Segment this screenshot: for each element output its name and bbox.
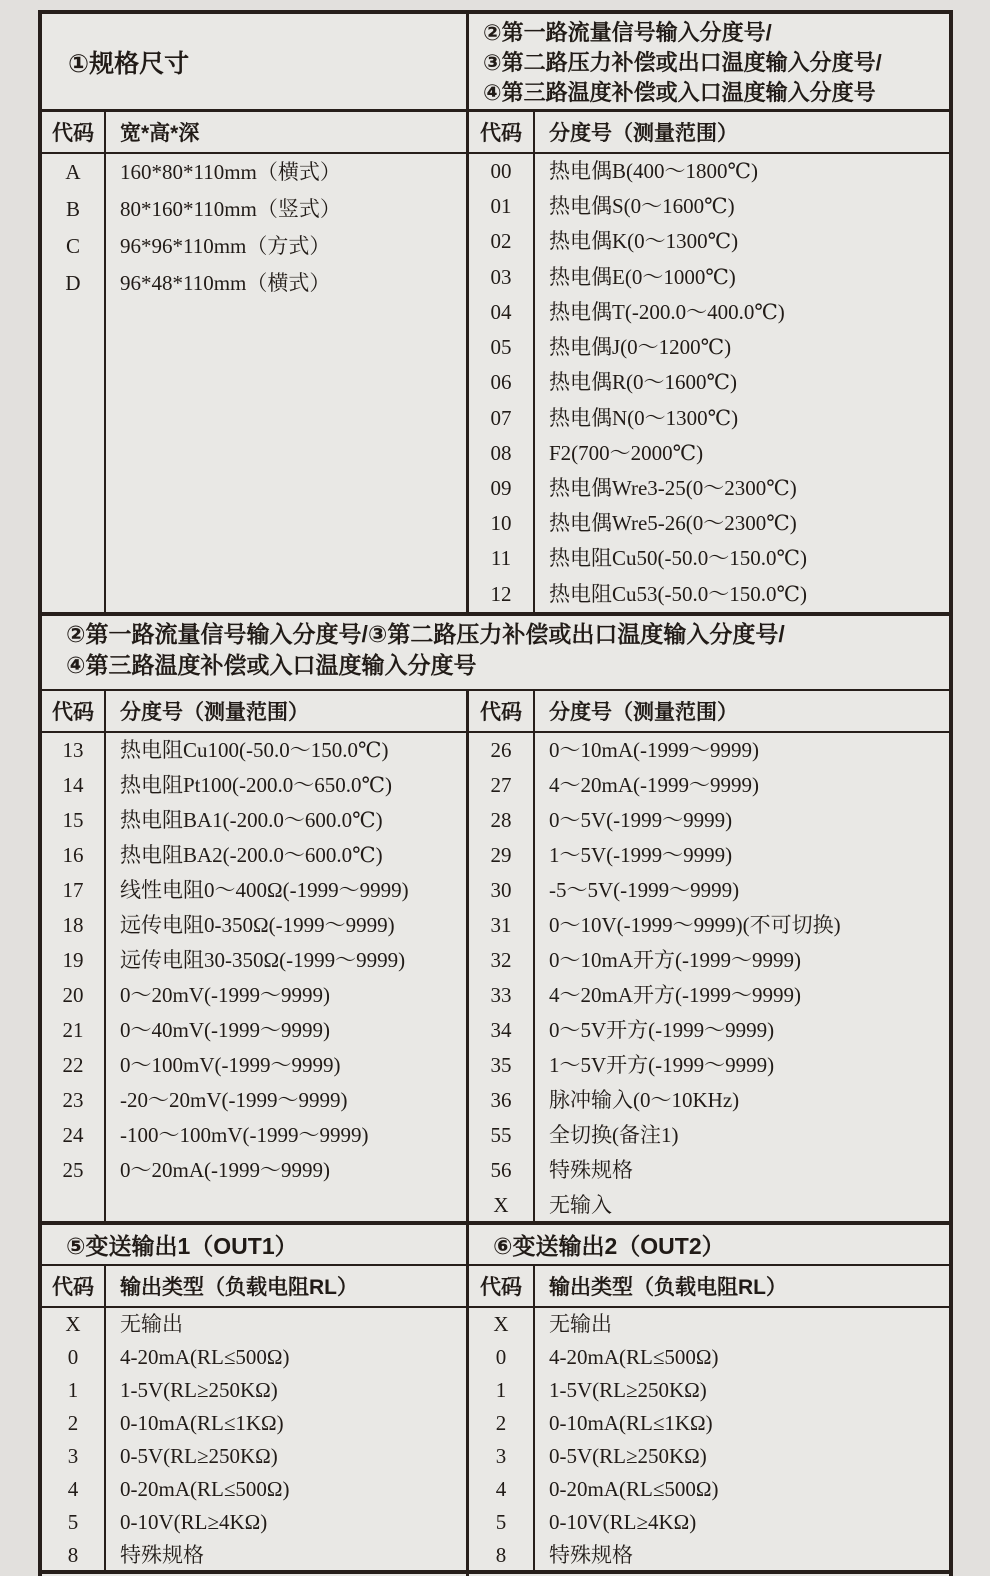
desc-cell: 热电偶R(0～1600℃) — [549, 370, 737, 395]
code-cell: 1 — [67, 1378, 79, 1402]
table-row — [469, 436, 949, 471]
code-cell: 14 — [62, 773, 84, 797]
code-column-header: 代码 — [42, 112, 106, 152]
output-type-column-header: 输出类型（负载电阻RL） — [120, 1276, 358, 1299]
desc-cell: 热电偶N(0～1300℃) — [549, 405, 739, 430]
desc-cell: 特殊规格 — [120, 1543, 204, 1567]
code-column-header: 代码 — [469, 691, 535, 731]
code-cell: X — [493, 1312, 509, 1336]
code-cell: 36 — [490, 1088, 512, 1112]
code-cell: 03 — [490, 264, 512, 289]
table-row — [469, 260, 949, 295]
desc-cell: 0-10mA(RL≤1KΩ) — [120, 1411, 284, 1435]
code-cell: D — [65, 271, 81, 295]
table-row — [469, 1506, 949, 1539]
input-table-body — [469, 154, 949, 612]
table-row — [42, 978, 466, 1013]
code-cell: 15 — [62, 808, 84, 832]
table-row — [469, 1473, 949, 1506]
table-row — [42, 1473, 466, 1506]
input-section-title — [469, 14, 949, 112]
code-cell: 05 — [490, 335, 512, 360]
code-cell: 23 — [62, 1088, 84, 1112]
table-row — [469, 1539, 949, 1572]
table-row — [42, 1013, 466, 1048]
input-table-top — [469, 14, 949, 612]
desc-cell: 0～20mV(-1999～9999) — [120, 983, 330, 1007]
desc-cell: 0～10V(-1999～9999)(不可切换) — [549, 913, 841, 937]
code-cell: 13 — [62, 738, 84, 762]
table-row — [469, 1440, 949, 1473]
out2-table-body — [469, 1308, 949, 1570]
code-cell: 4 — [67, 1477, 79, 1501]
desc-cell: 4～20mA(-1999～9999) — [549, 773, 759, 797]
code-cell: 35 — [490, 1053, 512, 1077]
table-row — [469, 1083, 949, 1118]
code-column-header: 代码 — [469, 112, 535, 152]
table-row — [469, 1118, 949, 1153]
code-cell: 16 — [62, 843, 84, 867]
spec-section-title: ①规格尺寸 — [42, 14, 466, 112]
code-cell: 07 — [490, 405, 512, 430]
input-table-header — [469, 691, 949, 733]
table-row — [42, 1118, 466, 1153]
code-cell: X — [493, 1193, 509, 1217]
table-row — [42, 1153, 466, 1188]
table-row — [42, 1308, 466, 1341]
desc-cell: 热电阻Pt100(-200.0～650.0℃) — [120, 773, 392, 797]
table-row — [469, 1048, 949, 1083]
code-cell: 20 — [62, 983, 84, 1007]
table-row — [42, 943, 466, 978]
desc-cell: 160*80*110mm（横式） — [120, 160, 341, 184]
code-cell: 17 — [62, 878, 84, 902]
code-cell: 09 — [490, 475, 512, 500]
range-column-header: 分度号（测量范围） — [549, 122, 738, 145]
code-cell: 24 — [62, 1123, 84, 1147]
range-column-header: 分度号（测量范围） — [120, 701, 309, 724]
code-cell: 27 — [490, 773, 512, 797]
out-banner — [42, 1221, 949, 1266]
input-table-left — [42, 691, 466, 1221]
code-cell: 5 — [67, 1510, 79, 1534]
code-cell: 34 — [490, 1018, 512, 1042]
code-cell: 11 — [490, 546, 512, 571]
table-row — [469, 908, 949, 943]
desc-cell: 0-5V(RL≥250KΩ) — [120, 1444, 278, 1468]
desc-cell: 1～5V开方(-1999～9999) — [549, 1053, 775, 1077]
spec-table — [42, 14, 466, 612]
spec-table-header — [42, 112, 466, 154]
section-out — [42, 1266, 949, 1570]
code-cell: 26 — [490, 738, 512, 762]
desc-cell: -100～100mV(-1999～9999) — [120, 1123, 369, 1147]
code-cell: 3 — [67, 1444, 79, 1468]
desc-cell: 热电偶S(0～1600℃) — [549, 194, 735, 219]
table-row — [469, 733, 949, 768]
code-cell: 56 — [490, 1158, 512, 1182]
mid-banner — [42, 612, 949, 691]
table-row — [42, 154, 466, 191]
size-column-header: 宽*高*深 — [120, 122, 200, 145]
desc-cell: 0～5V开方(-1999～9999) — [549, 1018, 775, 1042]
desc-cell: 远传电阻30-350Ω(-1999～9999) — [120, 948, 406, 972]
table-row — [469, 1308, 949, 1341]
desc-cell: 热电偶K(0～1300℃) — [549, 229, 739, 254]
code-cell: 31 — [490, 913, 512, 937]
input-title-line2: ③第二路压力补偿或出口温度输入分度号/ — [483, 50, 882, 75]
desc-cell: 0～5V(-1999～9999) — [549, 808, 733, 832]
table-row — [42, 768, 466, 803]
code-cell: 00 — [490, 159, 512, 183]
table-row — [42, 1083, 466, 1118]
desc-cell: 热电阻Cu100(-50.0～150.0℃) — [120, 738, 389, 762]
table-row — [469, 506, 949, 541]
table-row — [469, 295, 949, 330]
code-column-header: 代码 — [42, 691, 106, 731]
code-cell: 8 — [495, 1543, 507, 1567]
desc-cell: 4-20mA(RL≤500Ω) — [120, 1345, 290, 1369]
code-cell: B — [65, 197, 80, 221]
code-cell: 01 — [490, 194, 512, 219]
model-selection-table — [38, 10, 953, 1576]
table-row — [42, 1407, 466, 1440]
out1-table-header — [42, 1266, 466, 1308]
table-row — [42, 1048, 466, 1083]
desc-cell: 4-20mA(RL≤500Ω) — [549, 1345, 719, 1369]
range-column-header: 分度号（测量范围） — [549, 701, 738, 724]
code-cell: 18 — [62, 913, 84, 937]
table-row — [469, 541, 949, 576]
code-cell: 12 — [490, 581, 512, 606]
table-row — [42, 228, 466, 265]
desc-cell: 特殊规格 — [549, 1158, 633, 1182]
table-row — [42, 1341, 466, 1374]
code-cell: 1 — [495, 1378, 507, 1402]
code-column-header: 代码 — [42, 1266, 106, 1306]
desc-cell: 1-5V(RL≥250KΩ) — [120, 1378, 278, 1402]
desc-cell: 0～10mA开方(-1999～9999) — [549, 948, 801, 972]
table-row — [469, 1013, 949, 1048]
out2-table-header — [469, 1266, 949, 1308]
table-row — [469, 471, 949, 506]
input-table-right — [469, 691, 949, 1221]
table-row — [42, 1374, 466, 1407]
input-rows-top — [469, 154, 949, 612]
table-row — [469, 577, 949, 612]
desc-cell: 远传电阻0-350Ω(-1999～9999) — [120, 913, 395, 937]
table-row — [469, 401, 949, 436]
desc-cell: 0～40mV(-1999～9999) — [120, 1018, 330, 1042]
code-cell: C — [65, 234, 80, 258]
desc-cell: 96*48*110mm（横式） — [120, 271, 331, 295]
input-table-header — [469, 112, 949, 154]
code-cell: 10 — [490, 511, 512, 536]
desc-cell: 热电阻Cu50(-50.0～150.0℃) — [549, 546, 807, 571]
code-cell: 22 — [62, 1053, 84, 1077]
table-row — [42, 1539, 466, 1572]
code-cell: 4 — [495, 1477, 507, 1501]
input-title-line1: ②第一路流量信号输入分度号/ — [483, 20, 772, 45]
code-cell: 28 — [490, 808, 512, 832]
desc-cell: 特殊规格 — [549, 1543, 633, 1567]
table-row — [469, 1188, 949, 1223]
code-cell: 0 — [495, 1345, 507, 1369]
desc-cell: 无输入 — [549, 1193, 612, 1217]
code-cell: X — [65, 1312, 81, 1336]
input-rows-left — [42, 733, 466, 1188]
table-row — [42, 733, 466, 768]
desc-cell: 热电偶Wre3-25(0～2300℃) — [549, 475, 797, 500]
table-row — [469, 330, 949, 365]
code-cell: 25 — [62, 1158, 84, 1182]
table-row — [469, 154, 949, 189]
desc-cell: F2(700～2000℃) — [549, 440, 704, 465]
out1-table-body — [42, 1308, 466, 1570]
desc-cell: 热电偶J(0～1200℃) — [549, 335, 732, 360]
code-cell: 2 — [67, 1411, 79, 1435]
table-row — [42, 265, 466, 302]
code-cell: 29 — [490, 843, 512, 867]
table-row — [42, 191, 466, 228]
table-row — [469, 978, 949, 1013]
table-row — [469, 768, 949, 803]
out1-title: ⑤变送输出1（OUT1） — [66, 1233, 298, 1259]
desc-cell: 0～20mA(-1999～9999) — [120, 1158, 330, 1182]
table-row — [42, 838, 466, 873]
desc-cell: -20～20mV(-1999～9999) — [120, 1088, 348, 1112]
out1-rows — [42, 1308, 466, 1572]
table-row — [469, 224, 949, 259]
desc-cell: 全切换(备注1) — [549, 1123, 679, 1147]
desc-cell: 0-10V(RL≥4KΩ) — [120, 1510, 268, 1534]
desc-cell: 热电阻BA2(-200.0～600.0℃) — [120, 843, 383, 867]
code-cell: 32 — [490, 948, 512, 972]
input-rows-right — [469, 733, 949, 1223]
table-row — [469, 189, 949, 224]
code-cell: 33 — [490, 983, 512, 1007]
code-cell: 19 — [62, 948, 84, 972]
desc-cell: 1-5V(RL≥250KΩ) — [549, 1378, 707, 1402]
table-row — [469, 1153, 949, 1188]
desc-cell: 脉冲输入(0～10KHz) — [549, 1088, 740, 1112]
section-mid — [42, 691, 949, 1221]
code-cell: 2 — [495, 1411, 507, 1435]
code-cell: 55 — [490, 1123, 512, 1147]
table-row — [469, 803, 949, 838]
code-column-header: 代码 — [469, 1266, 535, 1306]
table-row — [42, 1440, 466, 1473]
desc-cell: 无输出 — [549, 1312, 612, 1336]
desc-cell: 热电阻Cu53(-50.0～150.0℃) — [549, 581, 807, 606]
code-cell: A — [65, 160, 81, 184]
desc-cell: 0-20mA(RL≤500Ω) — [549, 1477, 719, 1501]
desc-cell: -5～5V(-1999～9999) — [549, 878, 740, 902]
spec-rows — [42, 154, 466, 302]
output-type-column-header: 输出类型（负载电阻RL） — [549, 1276, 787, 1299]
table-row — [469, 365, 949, 400]
desc-cell: 0～100mV(-1999～9999) — [120, 1053, 341, 1077]
desc-cell: 线性电阻0～400Ω(-1999～9999) — [120, 878, 409, 902]
desc-cell: 热电阻BA1(-200.0～600.0℃) — [120, 808, 383, 832]
table-row — [469, 943, 949, 978]
spec-table-body — [42, 154, 466, 612]
table-row — [469, 1341, 949, 1374]
table-row — [469, 873, 949, 908]
out2-rows — [469, 1308, 949, 1572]
desc-cell: 热电偶B(400～1800℃) — [549, 159, 758, 183]
code-cell: 8 — [67, 1543, 79, 1567]
input-table-header — [42, 691, 466, 733]
table-row — [469, 1374, 949, 1407]
table-row — [469, 1407, 949, 1440]
code-cell: 06 — [490, 370, 512, 395]
table-row — [42, 1506, 466, 1539]
out2-title: ⑥变送输出2（OUT2） — [493, 1233, 725, 1259]
section-top — [42, 14, 949, 612]
desc-cell: 1～5V(-1999～9999) — [549, 843, 733, 867]
table-row — [42, 803, 466, 838]
code-cell: 30 — [490, 878, 512, 902]
code-cell: 04 — [490, 299, 512, 324]
desc-cell: 4～20mA开方(-1999～9999) — [549, 983, 801, 1007]
input-table-body — [42, 733, 466, 1221]
desc-cell: 0-20mA(RL≤500Ω) — [120, 1477, 290, 1501]
desc-cell: 0～10mA(-1999～9999) — [549, 738, 759, 762]
desc-cell: 热电偶T(-200.0～400.0℃) — [549, 299, 785, 324]
code-cell: 0 — [67, 1345, 79, 1369]
desc-cell: 0-10mA(RL≤1KΩ) — [549, 1411, 713, 1435]
out2-table — [469, 1266, 949, 1570]
code-cell: 5 — [495, 1510, 507, 1534]
table-row — [42, 873, 466, 908]
desc-cell: 96*96*110mm（方式） — [120, 234, 331, 258]
code-cell: 02 — [490, 229, 512, 254]
code-cell: 3 — [495, 1444, 507, 1468]
desc-cell: 热电偶Wre5-26(0～2300℃) — [549, 511, 797, 536]
desc-cell: 80*160*110mm（竖式） — [120, 197, 341, 221]
desc-cell: 0-5V(RL≥250KΩ) — [549, 1444, 707, 1468]
out1-table — [42, 1266, 466, 1570]
desc-cell: 无输出 — [120, 1312, 183, 1336]
mid-banner-line2: ④第三路温度补偿或入口温度输入分度号 — [66, 652, 477, 678]
input-title-line3: ④第三路温度补偿或入口温度输入分度号 — [483, 80, 876, 105]
code-cell: 08 — [490, 440, 512, 465]
table-row — [469, 838, 949, 873]
table-row — [42, 908, 466, 943]
input-table-body — [469, 733, 949, 1221]
mid-banner-line1: ②第一路流量信号输入分度号/③第二路压力补偿或出口温度输入分度号/ — [66, 621, 785, 647]
desc-cell: 热电偶E(0～1000℃) — [549, 264, 736, 289]
desc-cell: 0-10V(RL≥4KΩ) — [549, 1510, 697, 1534]
code-cell: 21 — [62, 1018, 84, 1042]
